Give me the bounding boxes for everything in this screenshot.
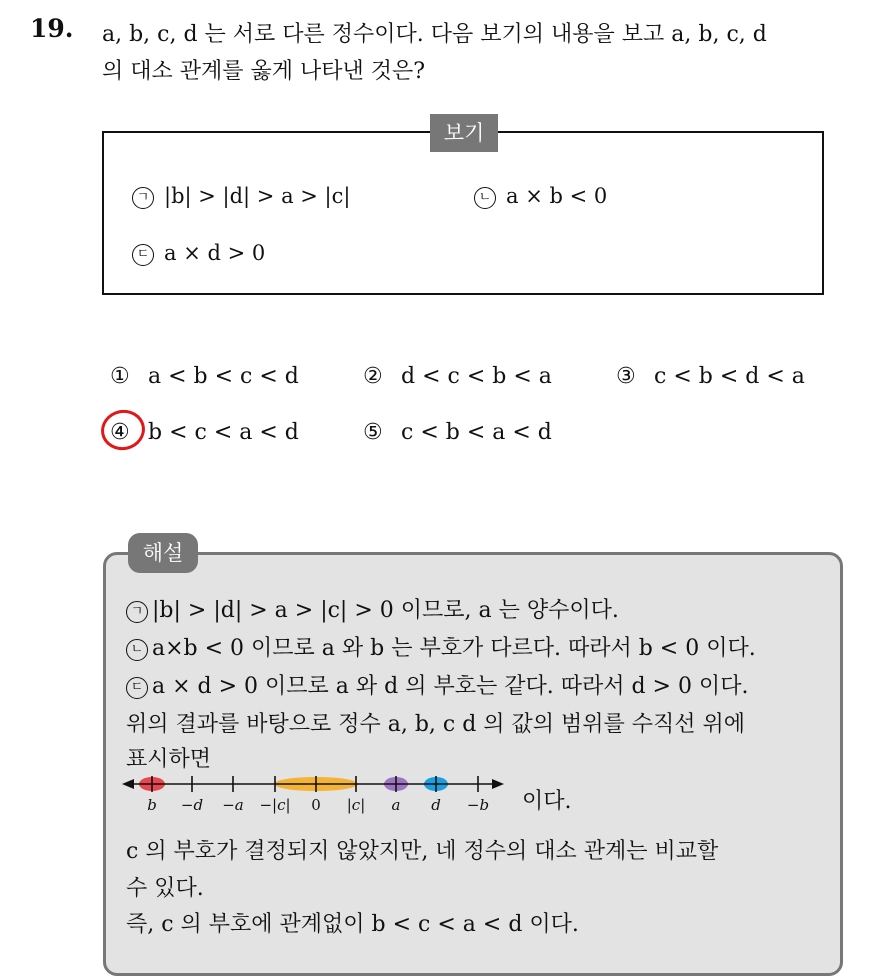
circle-mark-digeut: ㄷ	[126, 677, 148, 699]
choice-text: a < b < c < d	[148, 364, 299, 389]
label-a: a	[391, 796, 401, 814]
choice-text: c < b < a < d	[401, 420, 552, 445]
label-neg-d: −d	[180, 796, 204, 814]
bogi-box	[102, 131, 824, 295]
question-number: 19.	[30, 14, 74, 43]
explanation-line-6: c 의 부호가 결정되지 않았지만, 네 정수의 대소 관계는 비교할	[126, 839, 719, 864]
bogi-item-1	[132, 184, 350, 209]
bogi-label: 보기	[430, 114, 498, 152]
circle-mark-nieun: ㄴ	[126, 639, 148, 661]
explanation-line-2	[126, 631, 756, 662]
circle-mark-giyeok: ㄱ	[132, 187, 154, 209]
arrow-left-icon	[122, 779, 134, 789]
choice-1[interactable]	[110, 364, 299, 389]
choice-3[interactable]	[616, 364, 805, 389]
explanation-label: 해설	[128, 533, 198, 573]
bogi-item-text: |b| > |d| > a > |c|	[164, 184, 351, 208]
arrow-right-icon	[492, 779, 504, 789]
explanation-line-5: 표시하면	[126, 747, 212, 772]
choice-5[interactable]	[363, 420, 552, 445]
explanation-line-7: 수 있다.	[126, 876, 204, 901]
bogi-item-text: a × b < 0	[506, 184, 608, 208]
choice-number: ③	[616, 364, 636, 389]
choice-number: ⑤	[363, 420, 383, 445]
bogi-item-2	[474, 184, 607, 209]
label-abs-c: |c|	[346, 796, 366, 814]
circle-mark-giyeok: ㄱ	[126, 601, 148, 623]
label-b: b	[147, 796, 157, 814]
label-zero: 0	[311, 796, 321, 814]
explanation-line-1	[126, 593, 619, 624]
circle-mark-nieun: ㄴ	[474, 187, 496, 209]
choice-2[interactable]	[363, 364, 552, 389]
label-neg-abs-c: −|c|	[259, 796, 291, 814]
circle-mark-digeut: ㄷ	[132, 244, 154, 266]
choice-text: d < c < b < a	[401, 364, 552, 389]
bogi-item-3	[132, 241, 265, 266]
choice-number: ①	[110, 364, 130, 389]
label-d: d	[431, 796, 441, 814]
explanation-text: a × d > 0 이므로 a 와 d 의 부호는 같다. 따라서 d > 0 이다.	[152, 674, 749, 699]
number-line	[118, 768, 518, 820]
explanation-text: |b| > |d| > a > |c| > 0 이므로, a 는 양수이다.	[152, 598, 619, 623]
bogi-item-text: a × d > 0	[164, 241, 266, 265]
answer-mark-circle	[97, 406, 148, 454]
question-text-line-1: a, b, c, d 는 서로 다른 정수이다. 다음 보기의 내용을 보고 a, b, c, d	[102, 22, 767, 47]
choice-number: ②	[363, 364, 383, 389]
explanation-text: a×b < 0 이므로 a 와 b 는 부호가 다르다. 따라서 b < 0 이다.	[152, 636, 756, 661]
question-text-line-2: 의 대소 관계를 옳게 나타낸 것은?	[102, 59, 426, 84]
explanation-line-4: 위의 결과를 바탕으로 정수 a, b, c d 의 값의 범위를 수직선 위에	[126, 712, 746, 737]
number-line-suffix: 이다.	[522, 789, 572, 814]
choice-text: c < b < d < a	[654, 364, 805, 389]
label-neg-a: −a	[222, 796, 244, 814]
explanation-line-8: 즉, c 의 부호에 관계없이 b < c < a < d 이다.	[126, 912, 579, 937]
choice-text: b < c < a < d	[148, 420, 299, 445]
label-neg-b: −b	[466, 796, 490, 814]
explanation-line-3	[126, 669, 748, 700]
choice-number: ④	[110, 420, 130, 445]
